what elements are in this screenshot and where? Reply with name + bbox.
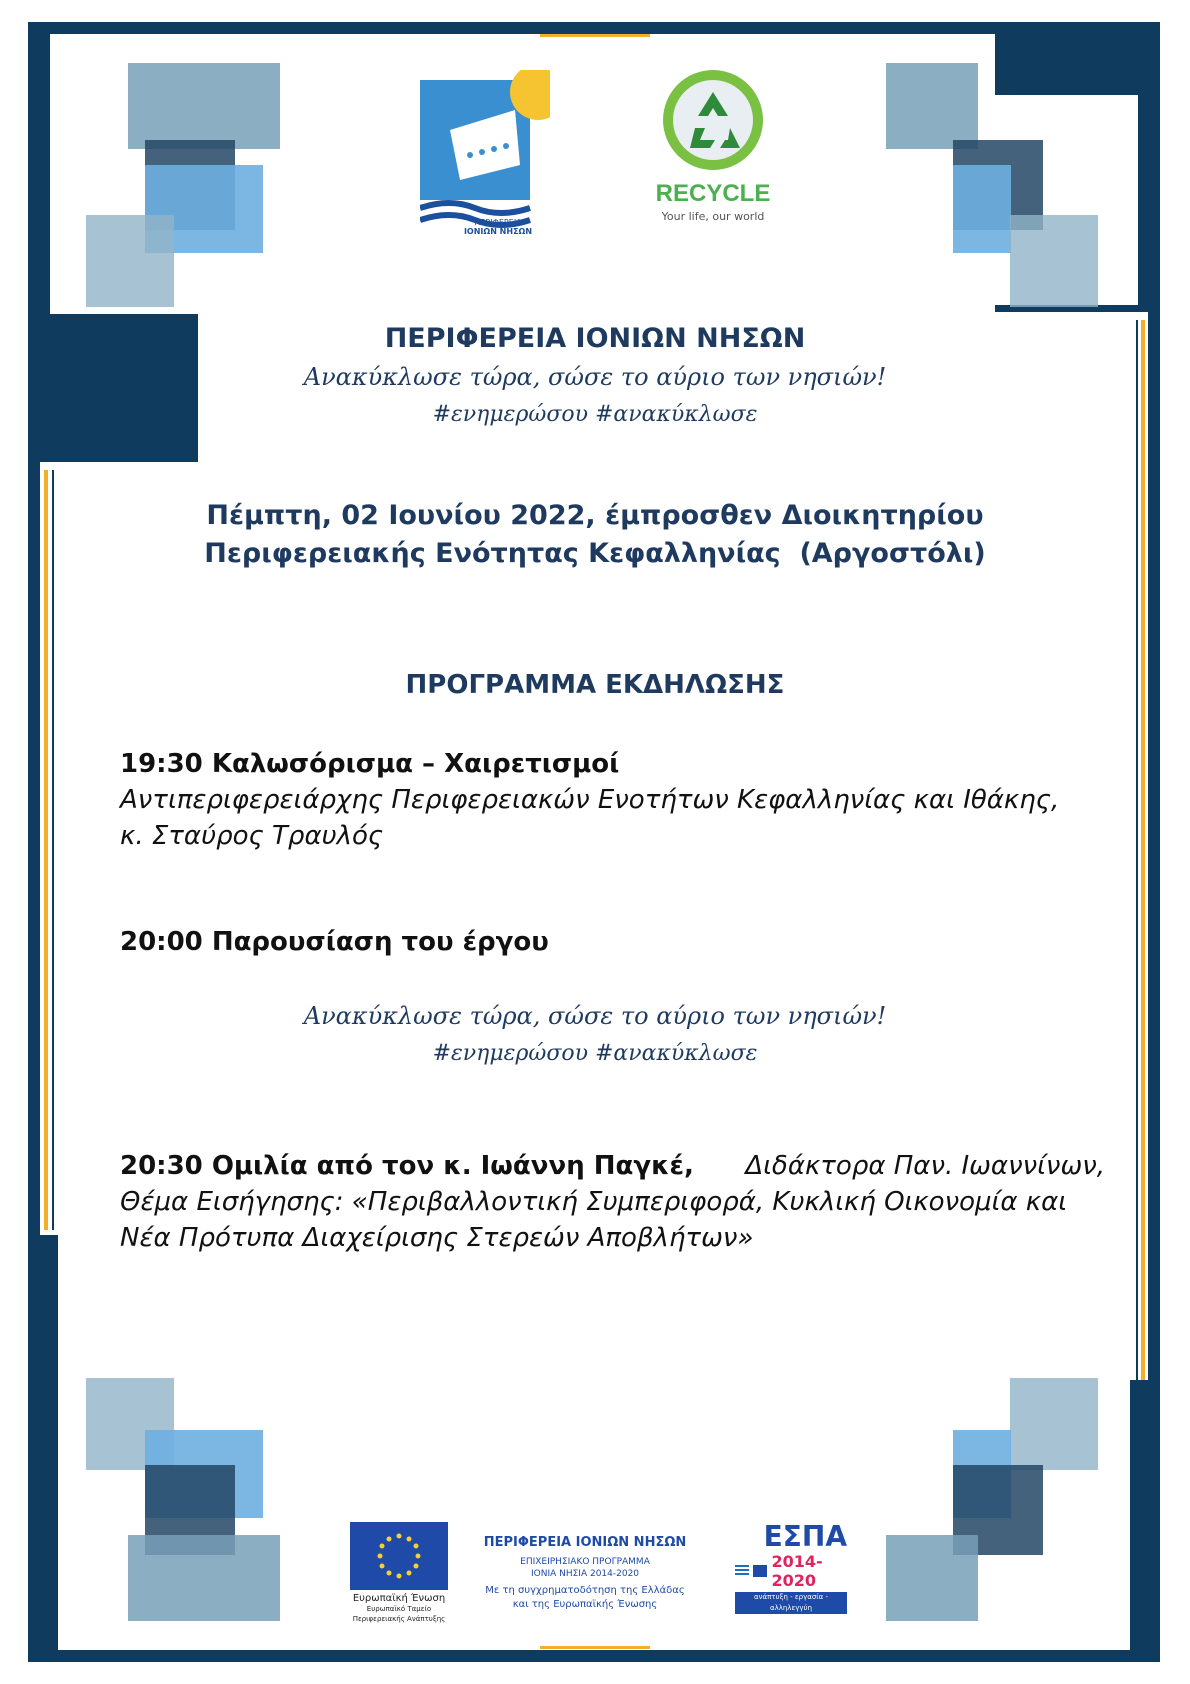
eu-logo <box>350 1522 450 1622</box>
operational-program-logo <box>470 1535 700 1611</box>
op-line2: ΙΟΝΙΑ ΝΗΣΙΑ 2014-2020 <box>530 1569 640 1579</box>
greek-flag-icon <box>735 1565 749 1577</box>
eu-line3: Περιφερειακής Ανάπτυξης <box>352 1615 446 1623</box>
recycle-tagline: Your life, our world <box>661 210 765 223</box>
region-logo-line1: ΠΕΡΙΦΕΡΕΙΑ <box>474 218 522 227</box>
hashtags: #ενημερώσου #ανακύκλωσε <box>432 402 758 427</box>
program-item-2 <box>120 924 1105 960</box>
espa-logo <box>735 1520 847 1612</box>
program-item-3-line1: Θέμα Εισήγησης: «Περιβαλλοντική Συμπεριφορά, Κυκλική Οικονομία και <box>120 1187 1068 1217</box>
program-item-1-line1: Αντιπεριφερειάρχης Περιφερειακών Ενοτήτων Κεφαλληνίας και Ιθάκης, <box>120 785 1060 815</box>
op-region-title: ΠΕΡΙΦΕΡΕΙΑ ΙΟΝΙΩΝ ΝΗΣΩΝ <box>483 1535 687 1550</box>
program-title: ΠΡΟΓΡΑΜΜΑ ΕΚΔΗΛΩΣΗΣ <box>405 670 785 700</box>
slogan: Ανακύκλωσε τώρα, σώσε το αύριο των νησιών! <box>303 363 887 391</box>
event-date-line2: Περιφερειακής Ενότητας Κεφαλληνίας (Αργοστόλι) <box>204 538 986 569</box>
espa-years: 2014-2020 <box>771 1552 823 1590</box>
recycle-logo <box>640 70 790 240</box>
espa-tagline: ανάπτυξη - εργασία - αλληλεγγύη <box>735 1592 847 1614</box>
recycle-title: RECYCLE <box>655 180 771 207</box>
eu-flag-icon <box>753 1565 767 1577</box>
cofund-line1: Με τη συγχρηματοδότηση της Ελλάδας <box>485 1585 685 1596</box>
mid-slogan: Ανακύκλωσε τώρα, σώσε το αύριο των νησιών! <box>303 1002 887 1030</box>
eu-line2: Ευρωπαϊκό Ταμείο <box>366 1605 432 1613</box>
organization-title: ΠΕΡΙΦΕΡΕΙΑ ΙΟΝΙΩΝ ΝΗΣΩΝ <box>384 323 806 354</box>
program-item-3-line2: Νέα Πρότυπα Διαχείρισης Στερεών Αποβλήτων» <box>120 1223 754 1253</box>
program-item-1-line2: κ. Σταύρος Τραυλός <box>120 821 384 851</box>
region-logo-line2: ΙΟΝΙΩΝ ΝΗΣΩΝ <box>463 227 533 236</box>
program-item-3-heading: 20:30 Ομιλία από τον κ. Ιωάννη Παγκέ, <box>120 1151 694 1181</box>
event-date-line1: Πέμπτη, 02 Ιουνίου 2022, έμπροσθεν Διοικητηρίου <box>206 500 984 531</box>
eu-line1: Ευρωπαϊκή Ένωση <box>352 1593 446 1604</box>
program-item-3-speaker-title: Διδάκτορα Παν. Ιωαννίνων, <box>745 1151 1105 1181</box>
espa-title: ΕΣΠΑ <box>763 1520 847 1553</box>
program-item-1-heading: 19:30 Καλωσόρισμα – Χαιρετισμοί <box>120 749 620 779</box>
region-logo <box>420 70 550 238</box>
cofund-line2: και της Ευρωπαϊκής Ένωσης <box>512 1599 658 1610</box>
program-item-1 <box>120 746 1105 854</box>
mid-hashtags: #ενημερώσου #ανακύκλωσε <box>432 1041 758 1066</box>
op-line1: ΕΠΙΧΕΙΡΗΣΙΑΚΟ ΠΡΟΓΡΑΜΜΑ <box>520 1557 650 1567</box>
program-item-2-heading: 20:00 Παρουσίαση του έργου <box>120 927 549 957</box>
program-item-3 <box>120 1148 1105 1256</box>
